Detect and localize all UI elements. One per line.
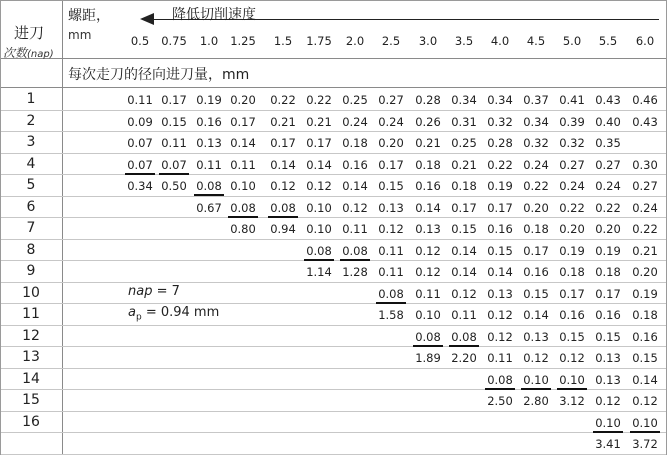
infeed-value: 0.25 — [342, 93, 368, 107]
pass-number: 4 — [26, 155, 36, 172]
row-divider — [1, 239, 666, 240]
header-divider — [1, 58, 666, 59]
infeed-value: 0.28 — [415, 93, 441, 107]
infeed-value: 0.11 — [487, 351, 513, 365]
infeed-value: 0.15 — [487, 243, 513, 258]
pass-number: 15 — [22, 392, 40, 408]
infeed-value: 0.15 — [595, 329, 621, 344]
infeed-value: 0.27 — [595, 157, 621, 172]
ap-subscript: p — [135, 312, 142, 323]
pitch-header-cell: 3.0 — [418, 34, 438, 48]
infeed-value: 0.37 — [523, 93, 549, 107]
infeed-value: 0.24 — [378, 114, 404, 129]
infeed-value: 1.89 — [415, 351, 441, 365]
row-divider — [1, 153, 666, 154]
infeed-value: 0.26 — [415, 114, 441, 129]
column-divider — [62, 1, 63, 454]
infeed-value: 0.24 — [523, 157, 549, 172]
pass-number: 11 — [22, 306, 40, 322]
infeed-value: 0.21 — [451, 157, 477, 172]
pitch-header-cell: 0.5 — [130, 34, 150, 48]
infeed-value: 0.08 — [230, 200, 256, 215]
infeed-value: 2.20 — [451, 351, 477, 365]
infeed-value: 0.19 — [196, 93, 222, 107]
infeed-value: 2.50 — [487, 394, 513, 408]
infeed-value: 0.94 — [270, 222, 296, 236]
infeed-value: 0.13 — [595, 372, 621, 387]
row-divider — [1, 110, 666, 111]
infeed-value: 3.72 — [632, 437, 658, 451]
infeed-value: 0.14 — [306, 157, 332, 172]
infeed-value: 0.43 — [595, 93, 621, 107]
pass-number: 6 — [26, 198, 36, 215]
infeed-value: 0.17 — [523, 243, 549, 258]
infeed-value: 0.15 — [559, 329, 585, 344]
infeed-value: 0.13 — [415, 222, 441, 236]
infeed-value: 0.18 — [415, 157, 441, 172]
infeed-value: 0.16 — [415, 179, 441, 193]
infeed-value: 0.19 — [559, 243, 585, 258]
infeed-value: 0.21 — [270, 114, 296, 129]
infeed-value: 0.14 — [270, 157, 296, 172]
infeed-value: 0.12 — [632, 394, 658, 408]
passes-sub-nap: (nap) — [27, 49, 54, 60]
infeed-value: 0.18 — [523, 222, 549, 236]
arrow-left-icon — [140, 13, 154, 25]
infeed-value: 0.08 — [342, 243, 368, 258]
infeed-value: 0.08 — [415, 329, 441, 344]
infeed-value: 0.18 — [342, 136, 368, 150]
infeed-value: 0.14 — [415, 200, 441, 215]
pass-number: 3 — [26, 134, 36, 150]
pass-number: 8 — [26, 241, 36, 258]
infeed-label: 每次走刀的径向进刀量，mm — [68, 67, 250, 83]
infeed-value: 0.12 — [270, 179, 296, 193]
passes-sub-text: 次数 — [3, 46, 28, 60]
underline-marker — [194, 194, 224, 196]
infeed-value: 0.27 — [378, 93, 404, 107]
infeed-value: 0.21 — [415, 136, 441, 150]
infeed-value: 0.11 — [161, 136, 187, 150]
infeed-value: 1.58 — [378, 308, 404, 322]
infeed-value: 0.17 — [559, 286, 585, 301]
infeed-value: 0.08 — [196, 179, 222, 193]
infeed-value: 0.32 — [487, 114, 513, 129]
infeed-value: 0.12 — [595, 394, 621, 408]
infeed-value: 0.17 — [595, 286, 621, 301]
underline-marker — [449, 345, 479, 347]
infeed-value: 0.39 — [559, 114, 585, 129]
infeed-value: 0.14 — [451, 243, 477, 258]
underline-marker — [485, 388, 515, 390]
pitch-header-cell: 0.75 — [161, 34, 187, 48]
pitch-header-cell: 3.5 — [454, 34, 474, 48]
pass-number: 12 — [22, 327, 40, 344]
infeed-value: 0.20 — [230, 93, 256, 107]
infeed-value: 0.14 — [523, 308, 549, 322]
infeed-value: 0.34 — [487, 93, 513, 107]
infeed-value: 0.21 — [632, 243, 658, 258]
infeed-value: 0.10 — [523, 372, 549, 387]
speed-label: 降低切削速度 — [172, 7, 256, 23]
infeed-value: 0.07 — [127, 136, 153, 150]
infeed-value: 0.28 — [487, 136, 513, 150]
ap-value: = 0.94 mm — [141, 305, 220, 320]
infeed-value: 0.11 — [127, 93, 153, 107]
infeed-value: 0.13 — [523, 329, 549, 344]
pitch-header-cell: 2.0 — [345, 34, 365, 48]
infeed-value: 0.17 — [378, 157, 404, 172]
infeed-value: 0.32 — [559, 136, 585, 150]
infeed-value: 0.34 — [523, 114, 549, 129]
infeed-value: 0.32 — [523, 136, 549, 150]
infeed-value: 0.24 — [342, 114, 368, 129]
infeed-value: 0.17 — [487, 200, 513, 215]
row-divider — [1, 196, 666, 197]
infeed-value: 0.43 — [632, 114, 658, 129]
nap-value: = 7 — [152, 284, 180, 299]
infeed-value: 0.11 — [378, 265, 404, 279]
infeed-value: 0.27 — [632, 179, 658, 193]
infeed-value: 0.10 — [559, 372, 585, 387]
pitch-header-cell: 1.0 — [199, 34, 219, 48]
infeed-value: 0.46 — [632, 93, 658, 107]
underline-marker — [340, 259, 370, 261]
infeed-value: 0.20 — [559, 222, 585, 236]
infeed-value: 0.40 — [595, 114, 621, 129]
row-divider — [1, 325, 666, 326]
infeed-value: 0.10 — [415, 308, 441, 322]
infeed-value: 0.16 — [523, 265, 549, 279]
infeed-value: 0.18 — [632, 308, 658, 322]
infeed-value: 0.12 — [487, 308, 513, 322]
pitch-header-cell: 2.5 — [381, 34, 401, 48]
infeed-value: 0.34 — [451, 93, 477, 107]
infeed-value: 0.17 — [230, 114, 256, 129]
infeed-value: 0.15 — [632, 351, 658, 365]
row-divider — [1, 303, 666, 304]
row-divider — [1, 282, 666, 283]
underline-marker — [413, 345, 443, 347]
infeed-value: 0.17 — [451, 200, 477, 215]
infeed-value: 0.14 — [451, 265, 477, 279]
infeed-value: 0.13 — [196, 136, 222, 150]
pitch-header-cell: 4.0 — [490, 34, 510, 48]
underline-marker — [125, 173, 155, 175]
infeed-value: 0.11 — [415, 286, 441, 301]
infeed-value: 0.18 — [451, 179, 477, 193]
infeed-value: 0.11 — [196, 157, 222, 172]
infeed-value: 0.34 — [127, 179, 153, 193]
infeed-value: 0.15 — [523, 286, 549, 301]
infeed-value: 0.16 — [559, 308, 585, 322]
infeed-value: 0.14 — [632, 372, 658, 387]
infeed-value: 0.20 — [523, 200, 549, 215]
infeed-value: 0.10 — [306, 222, 332, 236]
infeed-value: 0.22 — [523, 179, 549, 193]
infeed-value: 0.24 — [595, 179, 621, 193]
infeed-value: 0.11 — [342, 222, 368, 236]
pass-number: 2 — [26, 112, 36, 129]
infeed-value: 0.21 — [306, 114, 332, 129]
infeed-value: 0.12 — [415, 265, 441, 279]
infeed-value: 0.08 — [378, 286, 404, 301]
pass-number: 9 — [26, 263, 36, 279]
infeed-value: 0.08 — [306, 243, 332, 258]
row-divider — [1, 432, 666, 433]
infeed-value: 0.20 — [378, 136, 404, 150]
infeed-value: 0.12 — [415, 243, 441, 258]
infeed-value: 0.13 — [378, 200, 404, 215]
infeed-value: 0.41 — [559, 93, 585, 107]
infeed-value: 0.10 — [632, 415, 658, 430]
infeed-value: 0.15 — [451, 222, 477, 236]
infeed-value: 0.11 — [230, 157, 256, 172]
infeed-value: 0.19 — [595, 243, 621, 258]
pitch-header-cell: 6.0 — [635, 34, 655, 48]
pitch-header-cell: 1.5 — [273, 34, 293, 48]
pitch-header-cell: 5.5 — [598, 34, 618, 48]
infeed-value: 0.12 — [378, 222, 404, 236]
infeed-value: 0.24 — [559, 179, 585, 193]
pass-number: 7 — [26, 220, 36, 236]
underline-marker — [557, 388, 587, 390]
row-divider — [1, 217, 666, 218]
infeed-value: 0.14 — [230, 136, 256, 150]
infeed-value: 0.12 — [523, 351, 549, 365]
infeed-value: 0.09 — [127, 114, 153, 129]
infeed-value: 0.35 — [595, 136, 621, 150]
infeed-value: 0.12 — [342, 200, 368, 215]
pitch-header-cell: 1.25 — [230, 34, 256, 48]
pass-number: 5 — [26, 177, 36, 193]
pitch-header-cell: 1.75 — [306, 34, 332, 48]
infeed-value: 0.17 — [306, 136, 332, 150]
underline-marker — [630, 431, 660, 433]
infeed-value: 0.17 — [270, 136, 296, 150]
pass-number: 13 — [22, 349, 40, 365]
infeed-value: 0.22 — [306, 93, 332, 107]
infeed-value: 0.12 — [306, 179, 332, 193]
pitch-header-cell: 5.0 — [562, 34, 582, 48]
underline-marker — [304, 259, 334, 261]
underline-marker — [376, 302, 406, 304]
infeed-value: 0.08 — [270, 200, 296, 215]
passes-sublabel — [3, 44, 54, 61]
infeed-value: 0.17 — [161, 93, 187, 107]
pass-number: 14 — [22, 370, 40, 387]
pass-number: 16 — [22, 413, 40, 430]
infeed-value: 0.31 — [451, 114, 477, 129]
infeed-value: 0.25 — [451, 136, 477, 150]
infeed-value: 0.15 — [161, 114, 187, 129]
infeed-value: 0.16 — [487, 222, 513, 236]
underline-marker — [228, 216, 258, 218]
infeed-value: 0.20 — [632, 265, 658, 279]
infeed-value: 0.16 — [342, 157, 368, 172]
underline-marker — [593, 431, 623, 433]
nap-symbol: nap — [128, 284, 153, 299]
infeed-value: 0.20 — [595, 222, 621, 236]
passes-label: 进刀 — [14, 24, 45, 42]
row-divider — [1, 346, 666, 347]
infeed-value: 3.41 — [595, 437, 621, 451]
infeed-value: 0.67 — [196, 200, 222, 215]
infeed-value: 0.18 — [559, 265, 585, 279]
infeed-value: 0.22 — [559, 200, 585, 215]
infeed-value: 0.19 — [487, 179, 513, 193]
infeed-value: 0.11 — [451, 308, 477, 322]
infeed-value: 0.30 — [632, 157, 658, 172]
pass-number: 1 — [26, 91, 36, 107]
infeed-value: 0.10 — [230, 179, 256, 193]
infeed-value: 0.50 — [161, 179, 187, 193]
infeed-value: 0.18 — [595, 265, 621, 279]
pass-number: 10 — [22, 284, 40, 301]
row-divider — [1, 131, 666, 132]
infeed-value: 0.22 — [595, 200, 621, 215]
infeed-value: 0.10 — [595, 415, 621, 430]
infeed-value: 0.11 — [378, 243, 404, 258]
infeed-value: 0.27 — [559, 157, 585, 172]
infeed-value: 0.15 — [378, 179, 404, 193]
infeed-value: 0.16 — [632, 329, 658, 344]
row-divider — [1, 174, 666, 175]
infeed-value: 0.14 — [487, 265, 513, 279]
infeed-value: 0.07 — [127, 157, 153, 172]
underline-marker — [268, 216, 298, 218]
infeed-value: 0.22 — [487, 157, 513, 172]
infeed-value: 0.19 — [632, 286, 658, 301]
infeed-value: 3.12 — [559, 394, 585, 408]
row-divider — [1, 368, 666, 369]
nap-note — [128, 284, 180, 299]
infeed-value: 0.08 — [487, 372, 513, 387]
infeed-value: 1.14 — [306, 265, 332, 279]
infeed-value: 0.10 — [306, 200, 332, 215]
infeed-value: 0.12 — [451, 286, 477, 301]
pitch-label: 螺距， — [68, 8, 110, 24]
infeed-value: 0.24 — [632, 200, 658, 215]
row-divider — [1, 454, 666, 455]
infeed-value: 0.13 — [487, 286, 513, 301]
infeed-value: 0.07 — [161, 157, 187, 172]
infeed-value: 0.22 — [632, 222, 658, 236]
infeed-value: 2.80 — [523, 394, 549, 408]
row-divider — [1, 411, 666, 412]
infeed-value: 1.28 — [342, 265, 368, 279]
infeed-value: 0.14 — [342, 179, 368, 193]
infeed-value: 0.22 — [270, 93, 296, 107]
infeed-value: 0.16 — [196, 114, 222, 129]
ap-note — [128, 305, 219, 323]
infeed-value: 0.12 — [487, 329, 513, 344]
infeed-value: 0.16 — [595, 308, 621, 322]
pitch-unit: mm — [68, 28, 92, 42]
underline-marker — [521, 388, 551, 390]
pitch-header-cell: 4.5 — [526, 34, 546, 48]
infeed-value: 0.08 — [451, 329, 477, 344]
header-divider — [1, 87, 666, 88]
infeed-value: 0.12 — [559, 351, 585, 365]
infeed-value: 0.13 — [595, 351, 621, 365]
underline-marker — [159, 173, 189, 175]
ap-symbol: a — [128, 305, 136, 320]
infeed-value: 0.80 — [230, 222, 256, 236]
